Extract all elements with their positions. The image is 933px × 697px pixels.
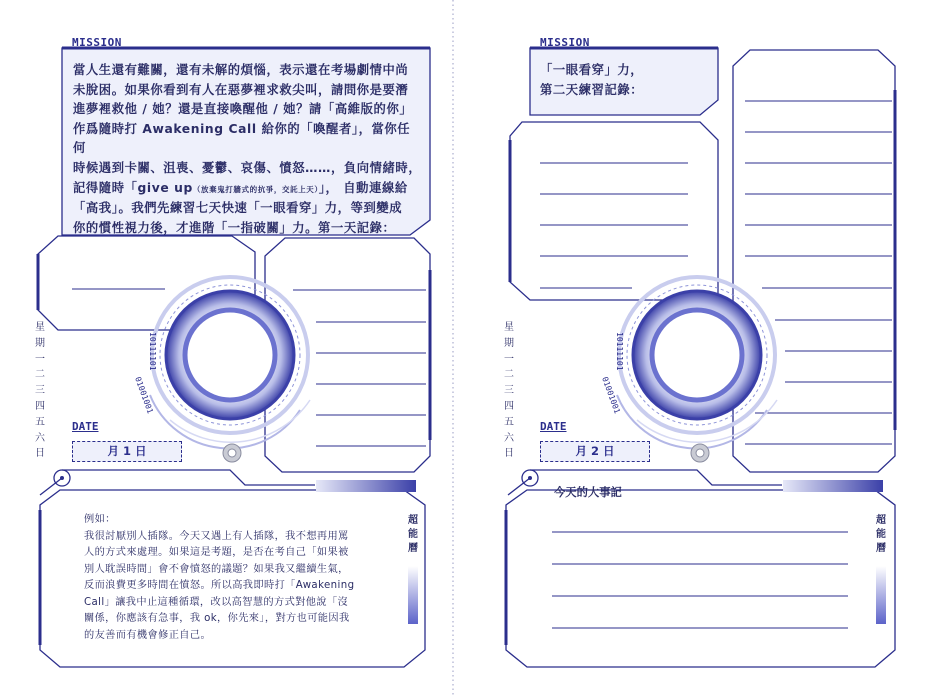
weekday[interactable]: 三	[504, 385, 514, 397]
left-hbar	[316, 480, 416, 492]
example-line: 例如：	[84, 514, 116, 525]
right-lens-emblem	[600, 277, 777, 462]
left-example-text	[84, 512, 400, 644]
weekday[interactable]: 二	[35, 369, 45, 381]
right-mission-text	[540, 61, 710, 100]
side-char: 超	[876, 515, 886, 526]
left-date-label: DATE	[72, 420, 99, 433]
example-line: 反而浪費更多時間在憤怒。所以高我即時打「Awakening	[84, 580, 355, 591]
weekday[interactable]: 一	[35, 353, 45, 365]
side-char: 能	[876, 529, 886, 540]
mission-line: 進夢裡救他 / 她？還是直接喚醒他 / 她？請「高維版的你」	[73, 102, 413, 117]
mission-line: 時候遇到卡關、沮喪、憂鬱、哀傷、憤怒……，負向情緒時，	[73, 160, 422, 175]
side-char: 曆	[408, 543, 418, 554]
weekday: 星	[35, 322, 45, 333]
right-mission-label: MISSION	[540, 36, 590, 49]
example-line: 關係，你應該有急事，我 ok，你先來」，對方也可能因我	[84, 613, 350, 624]
mission-line: 第二天練習記錄：	[540, 82, 644, 97]
mission-line: 你的慣性視力後，才進階「一指破關」力。第一天記錄：	[73, 220, 396, 235]
mission-line	[73, 179, 423, 200]
weekday[interactable]: 一	[504, 353, 514, 365]
left-date-field[interactable]: 月 1 日	[72, 441, 182, 462]
right-record-panel	[510, 122, 718, 300]
right-weekday-column	[503, 320, 515, 462]
right-side-label	[874, 514, 888, 556]
weekday[interactable]: 五	[504, 416, 514, 428]
weekday[interactable]: 三	[35, 385, 45, 397]
mission-text-part: 記得隨時「give up	[73, 180, 193, 195]
mission-line: 作爲隨時打 Awakening Call 給你的「喚醒者」，當你任何	[73, 121, 411, 156]
example-line: Call」讓我中止這種循環，改以高智慧的方式對他說「沒	[84, 596, 349, 608]
left-side-label	[406, 514, 420, 556]
mission-text-part: 」， 自動連線給	[318, 180, 408, 195]
example-line: 的友善而有機會修正自己。	[84, 629, 212, 641]
mission-line: 未脫困。如果你看到有人在惡夢裡求救尖叫，請問你是要潛	[73, 82, 409, 97]
weekday: 期	[504, 337, 514, 349]
example-line: 我很討厭別人插隊。今天又遇上有人插隊，我不想再用罵	[84, 530, 349, 542]
example-line: 人的方式來處理。如果這是考題，是否在考自己「如果被	[84, 547, 349, 558]
mission-line: 當人生還有難關，還有未解的煩惱，表示還在考場劇情中尚	[73, 63, 409, 77]
weekday[interactable]: 四	[35, 400, 45, 412]
right-tall-panel	[733, 50, 895, 472]
weekday: 期	[35, 337, 45, 349]
right-event-frame	[506, 490, 895, 667]
left-binary-1: 10111101	[148, 332, 157, 371]
left-weekday-column	[34, 320, 46, 462]
weekday[interactable]: 五	[35, 416, 45, 428]
right-vbar	[876, 566, 886, 624]
left-vbar	[408, 566, 418, 624]
right-date-label: DATE	[540, 420, 567, 433]
left-lens-emblem	[133, 277, 310, 462]
mission-note: （放棄鬼打牆式的抗爭，交託上天）	[192, 184, 319, 194]
left-mission-label: MISSION	[72, 36, 122, 49]
left-binary-2: 01001001	[133, 375, 155, 415]
weekday[interactable]: 四	[504, 400, 514, 412]
event-title: 今天的大事記	[554, 486, 622, 499]
right-binary-1: 10111101	[615, 332, 624, 371]
weekday[interactable]: 日	[504, 448, 514, 460]
right-binary-2: 01001001	[600, 375, 622, 415]
example-line: 別人耽誤時間」會不會憤怒的議題？如果我又繼續生氣，	[84, 563, 349, 575]
weekday[interactable]: 六	[504, 432, 514, 444]
right-date-field[interactable]: 月 2 日	[540, 441, 650, 462]
side-char: 超	[408, 515, 418, 526]
mission-line: 「高我」。我們先練習七天快速「一眼看穿」力，等到變成	[73, 201, 403, 216]
side-char: 曆	[876, 543, 886, 554]
left-mission-text	[73, 61, 423, 238]
weekday[interactable]: 二	[504, 369, 514, 381]
mission-line: 「一眼看穿」力，	[540, 63, 644, 77]
right-hbar	[783, 480, 883, 492]
weekday[interactable]: 日	[35, 448, 45, 460]
weekday[interactable]: 六	[35, 432, 45, 444]
weekday: 星	[504, 322, 514, 333]
side-char: 能	[408, 529, 418, 540]
